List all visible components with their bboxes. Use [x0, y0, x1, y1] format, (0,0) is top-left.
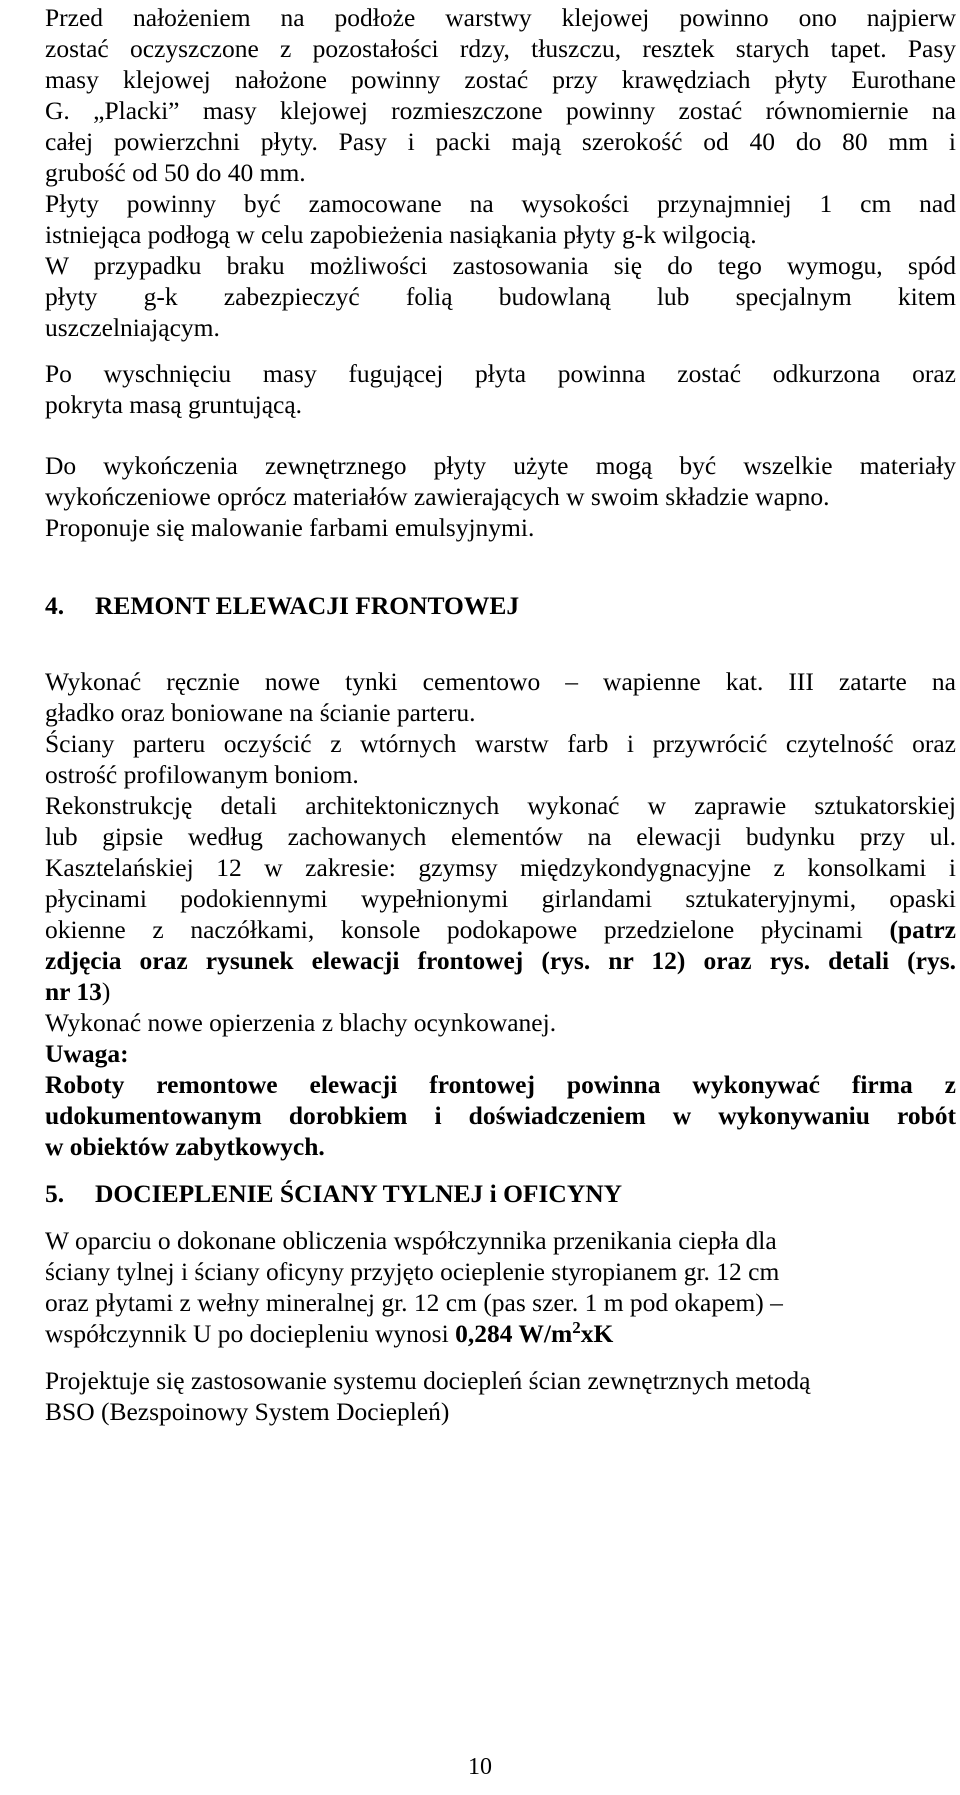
u-value-number: 0,284 W/m: [455, 1319, 573, 1348]
text-segment-bold: (patrz: [889, 915, 956, 944]
text-line: udokumentowanym dorobkiem i doświadczeniem w wykonywaniu robót: [45, 1101, 956, 1130]
paragraph-flashing: [45, 1007, 956, 1038]
text-line: zostać oczyszczone z pozostałości rdzy, tłuszczu, resztek starych tapet. Pasy: [45, 34, 956, 63]
paragraph-board-protection: [45, 250, 956, 343]
text-line: uszczelniającym.: [45, 313, 220, 342]
text-segment-bold: nr 13: [45, 977, 102, 1006]
note-block: [45, 1038, 956, 1162]
text-line: istniejąca podłogą w celu zapobieżenia nasiąkania płyty g-k wilgocią.: [45, 220, 757, 249]
page-number: 10: [468, 1754, 492, 1780]
text-line: Wykonać ręcznie nowe tynki cementowo – wapienne kat. III zatarte na: [45, 667, 956, 696]
text-line: płycinami podokiennymi wypełnionymi girlandami sztukateryjnymi, opaski: [45, 884, 956, 913]
text-line: W przypadku braku możliwości zastosowania się do tego wymogu, spód: [45, 251, 956, 280]
text-line: Płyty powinny być zamocowane na wysokości przynajmniej 1 cm nad: [45, 189, 956, 218]
paragraph-reconstruction: [45, 790, 956, 1007]
text-line: Rekonstrukcję detali architektonicznych wykonać w zaprawie sztukatorskiej: [45, 791, 956, 820]
paragraph-plaster: [45, 666, 956, 728]
note-label: Uwaga:: [45, 1039, 129, 1068]
text-line: pokryta masą gruntującą.: [45, 390, 303, 419]
section-number: 4.: [45, 591, 65, 620]
text-segment: ): [101, 977, 111, 1006]
section-number: 5.: [45, 1179, 65, 1208]
section-title: REMONT ELEWACJI FRONTOWEJ: [95, 591, 520, 620]
text-line: Przed nałożeniem na podłoże warstwy klejowej powinno ono najpierw: [45, 3, 956, 32]
paragraph-wall-cleaning: [45, 728, 956, 790]
text-line: masy klejowej nałożone powinny zostać przy krawędziach płyty Eurothane: [45, 65, 956, 94]
section-heading-5: [45, 1178, 622, 1209]
u-value-exponent: 2: [572, 1318, 581, 1337]
text-line: BSO (Bezspoinowy System Dociepleń): [45, 1397, 450, 1426]
paragraph-board-mounting: [45, 188, 956, 250]
text-line: wykończeniowe oprócz materiałów zawierających w swoim składzie wapno.: [45, 482, 830, 511]
paragraph-priming: [45, 358, 956, 420]
text-line: w obiektów zabytkowych.: [45, 1132, 325, 1161]
section-title: DOCIEPLENIE ŚCIANY TYLNEJ i OFICYNY: [95, 1179, 623, 1208]
text-line: gładko oraz boniowane na ścianie parteru.: [45, 698, 476, 727]
section-heading-4: [45, 590, 519, 621]
text-line: Proponuje się malowanie farbami emulsyjnymi.: [45, 513, 535, 542]
text-line: G. „Placki” masy klejowej rozmieszczone powinny zostać równomiernie na: [45, 96, 956, 125]
text-line: Roboty remontowe elewacji frontowej powinna wykonywać firma z: [45, 1070, 956, 1099]
u-value: [455, 1319, 613, 1348]
text-line: ściany tylnej i ściany oficyny przyjęto ocieplenie styropianem gr. 12 cm: [45, 1257, 780, 1286]
paragraph-insulation: [45, 1225, 956, 1349]
text-line: Ściany parteru oczyścić z wtórnych warstw farb i przywrócić czytelność oraz: [45, 729, 956, 758]
text-line: ostrość profilowanym boniom.: [45, 760, 359, 789]
text-line: lub gipsie według zachowanych elementów na elewacji budynku przy ul.: [45, 822, 956, 851]
text-line: [45, 976, 956, 1007]
text-segment: współczynnik U po dociepleniu wynosi: [45, 1319, 456, 1348]
text-line: [45, 1318, 956, 1349]
text-line: Wykonać nowe opierzenia z blachy ocynkowanej.: [45, 1008, 557, 1037]
paragraph-bso-system: [45, 1365, 956, 1427]
text-line: płyty g-k zabezpieczyć folią budowlaną lub specjalnym kitem: [45, 282, 956, 311]
text-line: [45, 914, 956, 945]
text-line: W oparciu o dokonane obliczenia współczynnika przenikania ciepła dla: [45, 1226, 777, 1255]
text-segment: okienne z naczółkami, konsole podokapowe przedzielone płycinami: [45, 915, 890, 944]
text-line: zdjęcia oraz rysunek elewacji frontowej (rys. nr 12) oraz rys. detali (rys.: [45, 946, 956, 975]
paragraph-adhesive-application: [45, 2, 956, 188]
text-line: całej powierzchni płyty. Pasy i packi mają szerokość od 40 do 80 mm i: [45, 127, 956, 156]
text-line: Do wykończenia zewnętrznego płyty użyte mogą być wszelkie materiały: [45, 451, 956, 480]
text-line: grubość od 50 do 40 mm.: [45, 158, 306, 187]
paragraph-finishing: [45, 450, 956, 543]
text-line: oraz płytami z wełny mineralnej gr. 12 cm (pas szer. 1 m pod okapem) –: [45, 1288, 783, 1317]
text-line: Projektuje się zastosowanie systemu dociepleń ścian zewnętrznych metodą: [45, 1366, 811, 1395]
text-line: Po wyschnięciu masy fugującej płyta powinna zostać odkurzona oraz: [45, 359, 956, 388]
text-line: Kasztelańskiej 12 w zakresie: gzymsy międzykondygnacyjne z konsolkami i: [45, 853, 956, 882]
u-value-unit: xK: [580, 1319, 614, 1348]
